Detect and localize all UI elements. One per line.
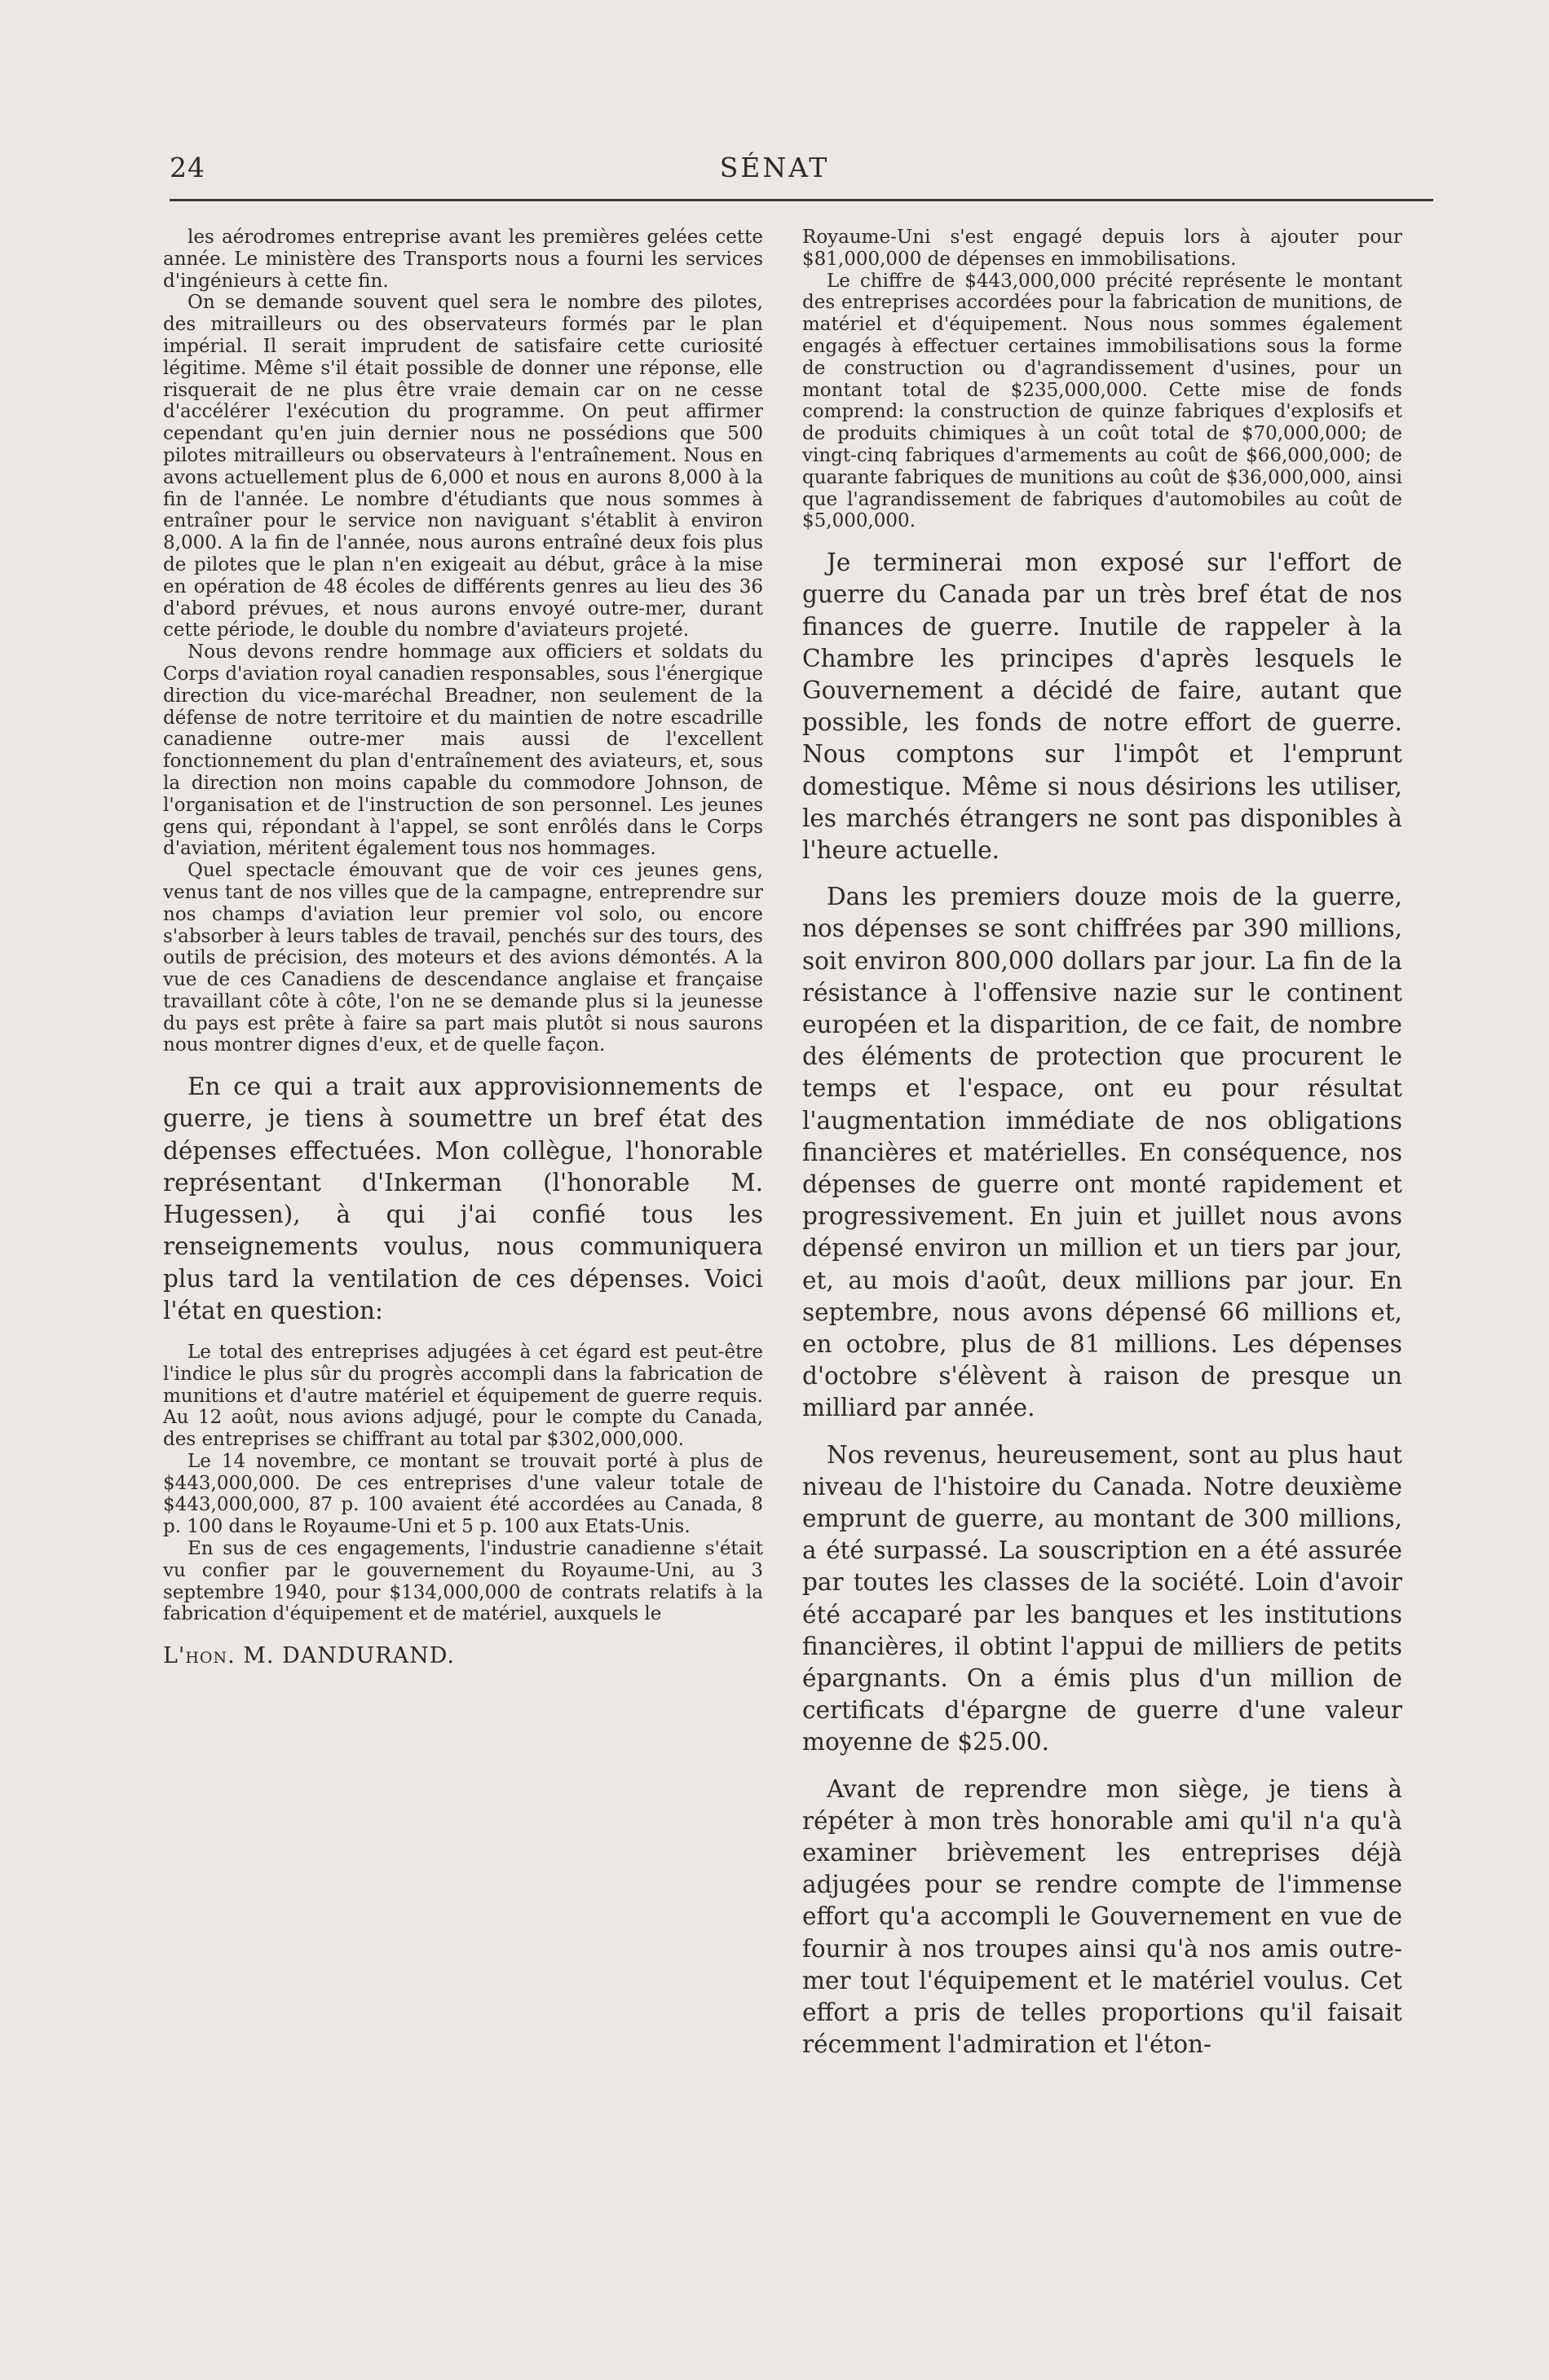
- paragraph: Dans les premiers douze mois de la guerre, nos dépenses se sont chiffrées par 390 millions, soit environ 800,000 dollars par jour. La fin de la résistance à l'offensive nazie sur le continent européen et la disparition, de ce fait, de nombre des éléments de protection que procurent le temps et l'espace, ont eu pour résultat l'augmentation immédiate de nos obligations financières et matérielles. En conséquence, nos dépenses de guerre ont monté rapidement et progressivement. En juin et juillet nous avons dépensé environ un million et un tiers par jour, et, au mois d'août, deux millions par jour. En septembre, nous avons dépensé 66 millions et, en octobre, plus de 81 millions. Les dépenses d'octobre s'élèvent à raison de presque un milliard par année.: [802, 883, 1402, 1422]
- left-column: [163, 227, 763, 1668]
- paragraph: Nos revenus, heureusement, sont au plus haut niveau de l'histoire du Canada. Notre deuxième emprunt de guerre, au montant de 300 millions, a été surpassé. La souscription en a été assurée par toutes les classes de la société. Loin d'avoir été accaparé par les banques et les institutions financières, il obtint l'appui de milliers de petits épargnants. On a émis plus d'un million de certificats d'épargne de guerre d'une valeur moyenne de $25.00.: [802, 1440, 1402, 1756]
- paragraph: Je terminerai mon exposé sur l'effort de guerre du Canada par un très bref état de nos finances de guerre. Inutile de rappeler à la Chambre les principes d'après lesquels le Gouvernement a décidé de faire, autant que possible, les fonds de notre effort de guerre. Nous comptons sur l'impôt et l'emprunt domestique. Même si nous désirions les utiliser, les marchés étrangers ne sont pas disponibles à l'heure actuelle.: [802, 549, 1402, 864]
- paragraph: Le total des entreprises adjugées à cet égard est peut-être l'indice le plus sûr du progrès accompli dans la fabrication de munitions et d'autre matériel et équipement de guerre requis. Au 12 août, nous avions adjugé, pour le compte du Canada, des entreprises se chiffrant au total par $302,000,000.: [163, 1341, 763, 1451]
- speaker-signature: L'hon. M. DANDURAND.: [163, 1643, 455, 1669]
- paragraph: Quel spectacle émouvant que de voir ces jeunes gens, venus tant de nos villes que de la campagne, entreprendre sur nos champs d'aviation leur premier vol solo, ou encore s'absorber à leurs tables de travail, penchés sur des tours, des outils de précision, des moteurs et des avions démontés. A la vue de ces Canadiens de descendance anglaise et française travaillant côte à côte, l'on ne se demande plus si la jeunesse du pays est prête à faire sa part mais plutôt si nous saurons nous montrer dignes d'eux, et de quelle façon.: [163, 860, 763, 1056]
- right-column: [802, 227, 1402, 2061]
- paragraph: On se demande souvent quel sera le nombre des pilotes, des mitrailleurs ou des observateurs formés par le plan impérial. Il serait imprudent de satisfaire cette curiosité légitime. Même s'il était possible de donner une réponse, elle risquerait de ne plus être vraie demain car on ne cesse d'accélérer l'exécution du programme. On peut affirmer cependant qu'en juin dernier nous ne possédions que 500 pilotes mitrailleurs ou observateurs à l'entraînement. Nous en avons actuellement plus de 6,000 et nous en aurons 8,000 à la fin de l'année. Le nombre d'étudiants que nous sommes à entraîner pour le service non naviguant s'établit à environ 8,000. A la fin de l'année, nous aurons entraîné deux fois plus de pilotes que le plan n'en exigeait au début, grâce à la mise en opération de 48 écoles de différents genres au lieu des 36 d'abord prévues, et nous aurons envoyé outre-mer, durant cette période, le double du nombre d'aviateurs projeté.: [163, 292, 763, 641]
- paragraph: Le chiffre de $443,000,000 précité représente le montant des entreprises accordées pour la fabrication de munitions, de matériel et d'équipement. Nous nous sommes également engagés à effectuer certaines immobilisations sous la forme de construction ou d'agrandissement d'usines, pour un montant total de $235,000,000. Cette mise de fonds comprend: la construction de quinze fabriques d'explosifs et de produits chimiques à un coût total de $70,000,000; de vingt-cinq fabriques d'armements au coût de $66,000,000; de quarante fabriques de munitions au coût de $36,000,000, ainsi que l'agrandissement de fabriques d'automobiles au coût de $5,000,000.: [802, 270, 1402, 532]
- paragraph: Avant de reprendre mon siège, je tiens à répéter à mon très honorable ami qu'il n'a qu'à examiner brièvement les entreprises déjà adjugées pour se rendre compte de l'immense effort qu'a accompli le Gouvernement en vue de fournir à nos troupes ainsi qu'à nos amis outre-mer tout l'équipement et le matériel voulus. Cet effort a pris de telles proportions qu'il faisait récemment l'admiration et l'éton-: [802, 1774, 1402, 2059]
- paragraph: Nous devons rendre hommage aux officiers et soldats du Corps d'aviation royal canadien responsables, sous l'énergique direction du vice-maréchal Breadner, non seulement de la défense de notre territoire et du maintien de notre escadrille canadienne outre-mer mais aussi de l'excellent fonctionnement du plan d'entraînement des aviateurs, et, sous la direction non moins capable du commodore Johnson, de l'organisation et de l'instruction de son personnel. Les jeunes gens qui, répondant à l'appel, se sont enrôlés dans le Corps d'aviation, méritent également tous nos hommages.: [163, 641, 763, 860]
- page-header-title: SÉNAT: [719, 152, 830, 183]
- paragraph: En sus de ces engagements, l'industrie canadienne s'était vu confier par le gouvernement du Royaume-Uni, au 3 septembre 1940, pour $134,000,000 de contrats relatifs à la fabrication d'équipement et de matériel, auxquels le: [163, 1538, 763, 1625]
- paragraph: Royaume-Uni s'est engagé depuis lors à ajouter pour $81,000,000 de dépenses en immobilisations.: [802, 227, 1402, 270]
- paragraph: les aérodromes entreprise avant les premières gelées cette année. Le ministère des Transports nous a fourni les services d'ingénieurs à cette fin.: [163, 227, 763, 292]
- page-number: 24: [170, 152, 205, 183]
- header-rule: [170, 199, 1433, 201]
- paragraph: Le 14 novembre, ce montant se trouvait porté à plus de $443,000,000. De ces entreprises d'une valeur totale de $443,000,000, 87 p. 100 avaient été accordées au Canada, 8 p. 100 dans le Royaume-Uni et 5 p. 100 aux Etats-Unis.: [163, 1450, 763, 1538]
- paragraph: En ce qui a trait aux approvisionnements de guerre, je tiens à soumettre un bref état des dépenses effectuées. Mon collègue, l'honorable représentant d'Inkerman (l'honorable M. Hugessen), à qui j'ai confié tous les renseignements voulus, nous communiquera plus tard la ventilation de ces dépenses. Voici l'état en question:: [163, 1073, 763, 1324]
